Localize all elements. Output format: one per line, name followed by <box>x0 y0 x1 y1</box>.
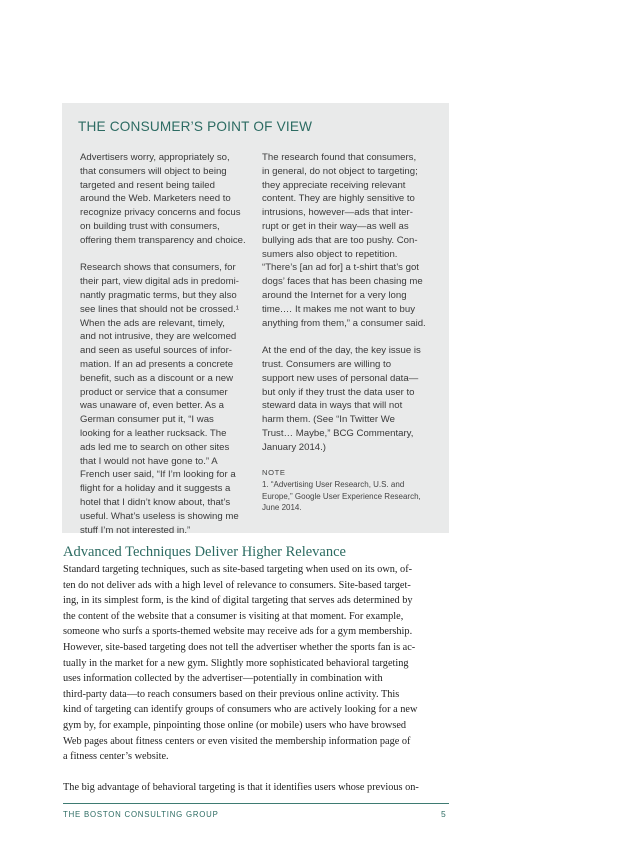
body-text <box>63 562 453 812</box>
text-line: someone who surfs a sports-themed website may receive ads for a gym membership. <box>63 626 413 638</box>
text-line: looking for a leather rucksack. The <box>80 427 227 439</box>
text-line: content. They are highly sensitive to <box>262 193 415 205</box>
text-line: that I would not have gone to.” A <box>80 455 218 467</box>
text-line: useful. What’s useless is showing me <box>80 510 239 522</box>
text-line: product or service that a consumer <box>80 386 228 398</box>
paragraph <box>63 562 453 765</box>
sidebar-title: THE CONSUMER’S POINT OF VIEW <box>78 119 313 134</box>
paragraph <box>262 344 438 454</box>
text-line: ing, in its simplest form, is the kind of digital targeting that serves ads determined by <box>63 595 413 607</box>
text-line: third-party data—to reach consumers based on their previous online activity. This <box>63 688 400 700</box>
text-line: nantly pragmatic terms, but they also <box>80 289 237 301</box>
text-line: tually in the market for a new gym. Slightly more sophisticated behavioral targeting <box>63 657 409 669</box>
sidebar-right-paragraphs <box>262 151 438 455</box>
text-line: stuff I’m not interested in.” <box>80 524 191 536</box>
text-line: Standard targeting techniques, such as site-based targeting when used on its own, of- <box>63 564 413 575</box>
text-line: anything from them,” a consumer said. <box>262 317 426 329</box>
text-line: mation. If an ad presents a concrete <box>80 358 234 370</box>
sidebar-right-column <box>262 151 438 514</box>
text-line: Advertisers worry, appropriately so, <box>80 152 230 163</box>
text-line: flight for a holiday and it suggests a <box>80 483 231 495</box>
text-line: ads led me to search on other sites <box>80 441 230 453</box>
text-line: Trust… Maybe,” BCG Commentary, <box>262 427 414 439</box>
text-line: was unaware of, even better. As a <box>80 400 224 412</box>
note-text <box>262 479 438 514</box>
page-number: 5 <box>441 809 446 819</box>
text-line: support new uses of personal data— <box>262 372 419 384</box>
text-line: The big advantage of behavioral targeting is that it identifies users whose previous on- <box>63 782 419 794</box>
text-line: Research shows that consumers, for <box>80 262 236 274</box>
text-line: on building trust with consumers, <box>80 220 220 232</box>
text-line: around the Internet for a very long <box>262 289 407 301</box>
text-line: but only if they trust the data user to <box>262 386 415 398</box>
text-line: in general, do not object to targeting; <box>262 165 418 177</box>
text-line: “There’s [an ad for] a t-shirt that’s got <box>262 262 419 274</box>
sidebar-box <box>62 103 449 536</box>
text-line: When the ads are relevant, timely, <box>80 317 225 329</box>
text-line: steward data in ways that will not <box>262 400 403 412</box>
text-line: dogs’ faces that has been chasing me <box>262 276 423 288</box>
text-line: trust. Consumers are willing to <box>262 358 392 370</box>
paragraph <box>63 780 453 796</box>
sidebar-left-column <box>80 151 256 551</box>
paragraph <box>80 151 256 248</box>
note-label: NOTE <box>262 468 286 478</box>
text-line: intrusions, however—ads that inter- <box>262 207 413 219</box>
text-line: However, site-based targeting does not tell the advertiser whether the sports fan is ac- <box>63 641 416 653</box>
text-line: French user said, “If I’m looking for a <box>80 469 236 481</box>
footer-label: THE BOSTON CONSULTING GROUP <box>63 810 219 819</box>
text-line: The research found that consumers, <box>262 152 417 163</box>
text-line: 1. “Advertising User Research, U.S. and <box>262 480 405 490</box>
text-line: and not intrusive, they are welcomed <box>80 331 237 343</box>
text-line: rupt or get in their way—as well as <box>262 220 409 232</box>
text-line: and seen as useful sources of infor- <box>80 345 232 357</box>
text-line: gym by, for example, pinpointing those online (or mobile) users who have browsed <box>63 719 407 731</box>
text-line: offering them transparency and choice. <box>80 234 246 246</box>
text-line: targeted and resent being tailed <box>80 179 215 191</box>
text-line: they appreciate receiving relevant <box>262 179 406 191</box>
text-line: a fitness center’s website. <box>63 751 169 763</box>
text-line: Web pages about fitness centers or even visited the membership information page of <box>63 735 411 747</box>
text-line: ten do not deliver ads with a high level of relevance to consumers. Site-based target- <box>63 579 411 591</box>
text-line: June 2014. <box>262 503 302 513</box>
text-line: harm them. (See “In Twitter We <box>262 414 395 426</box>
text-line: time.… It makes me not want to buy <box>262 303 416 315</box>
text-line: around the Web. Marketers need to <box>80 193 231 205</box>
text-line: sumers also object to repetition. <box>262 248 398 260</box>
text-line: At the end of the day, the key issue is <box>262 345 421 357</box>
text-line: bullying ads that are too pushy. Con- <box>262 234 418 246</box>
text-line: recognize privacy concerns and focus <box>80 207 241 219</box>
text-line: that consumers will object to being <box>80 165 227 177</box>
section-heading: Advanced Techniques Deliver Higher Relevance <box>63 544 346 560</box>
text-line: uses information collected by the advertiser—potentially in combination with <box>63 673 383 685</box>
text-line: January 2014.) <box>262 441 326 453</box>
text-line: kind of targeting can identify groups of consumers who are actively looking for a new <box>63 704 418 716</box>
text-line: Europe,” Google User Experience Research, <box>262 491 421 501</box>
text-line: their part, view digital ads in predomi- <box>80 276 239 288</box>
text-line: see lines that should not be crossed.¹ <box>80 303 239 315</box>
paragraph <box>80 261 256 537</box>
paragraph <box>262 151 438 330</box>
text-line: German consumer put it, “I was <box>80 414 214 426</box>
text-line: the content of the website that a consumer is visiting at that moment. For example, <box>63 610 404 622</box>
text-line: hotel that I didn’t know about, that’s <box>80 496 231 508</box>
footer-rule <box>63 803 449 804</box>
text-line: benefit, such as a discount or a new <box>80 372 234 384</box>
